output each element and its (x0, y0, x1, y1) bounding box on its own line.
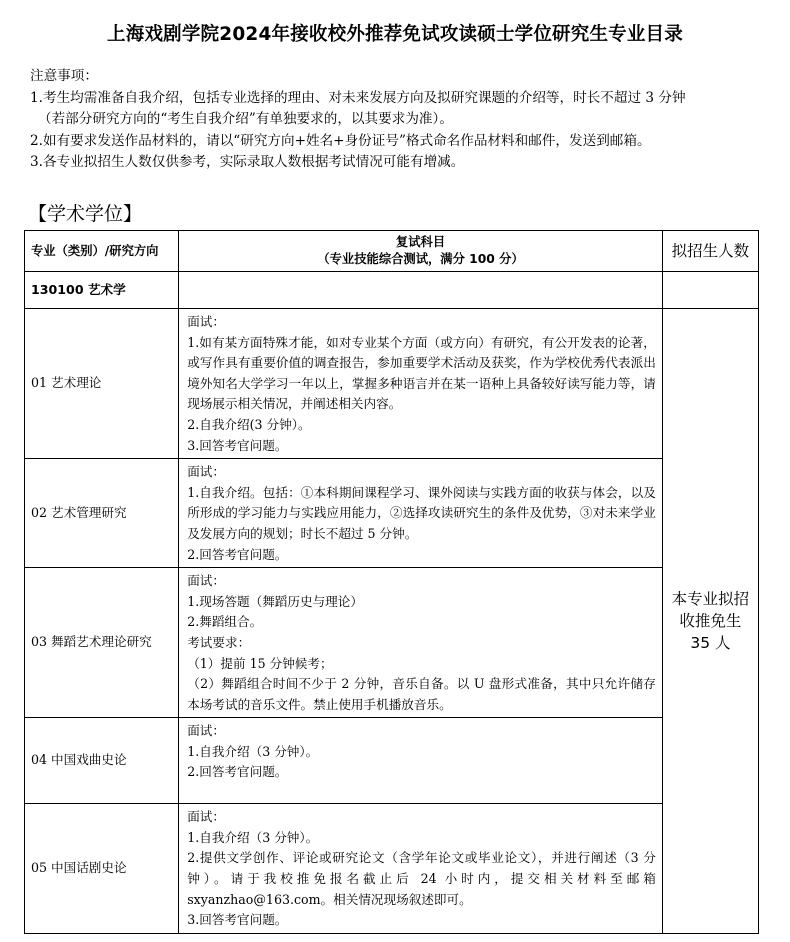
exam-content (179, 804, 663, 934)
header-quota: 拟招生人数 (662, 231, 758, 272)
table-row (25, 804, 759, 934)
quota-line: 本专业拟招 (671, 589, 750, 608)
direction-name: 05 中国话剧史论 (25, 804, 179, 934)
content-line: 2.自我介绍(3 分钟）。 (187, 416, 311, 432)
table-row (25, 718, 759, 804)
content-line: （1）提前 15 分钟候考； (187, 655, 333, 671)
major-row-empty-quota (662, 272, 758, 309)
table-row (25, 568, 759, 718)
quota-cell (662, 309, 758, 934)
table-header-row (25, 231, 759, 272)
program-table (24, 230, 759, 934)
content-line: 1.如有某方面特殊才能，如对专业某个方面（或方向）有研究，有公开发表的论著，或写作具有重要价值的调查报告，参加重要学术活动及获奖，作为学校优秀代表派出境外知名大学学习一年以上，掌握多种语言并在某一语种上具备较好读写能力等，请现场展示相关情况，并阐述相关内容。 (187, 334, 656, 412)
content-line: 2.回答考官问题。 (187, 764, 288, 780)
content-line: 2.舞蹈组合。 (187, 614, 263, 630)
exam-content (179, 568, 663, 718)
major-row-empty-cell (179, 272, 663, 309)
table-row (25, 459, 759, 568)
notes-section (30, 66, 770, 174)
content-line: 1.自我介绍（3 分钟）。 (187, 743, 319, 759)
exam-content (179, 718, 663, 804)
exam-content (179, 309, 663, 459)
note-item-3: 3.各专业拟招生人数仅供参考，实际录取人数根据考试情况可能有增减。 (30, 154, 465, 170)
content-line: 面试： (187, 464, 225, 480)
table-row (25, 309, 759, 459)
content-line: 1.自我介绍。包括：①本科期间课程学习、课外阅读与实践方面的收获与体会，以及所形成的学习能力与实践应用能力，②选择攻读研究生的条件及优势，③对未来学业及发展方向的规划；时长不超过 5 分钟。 (187, 484, 656, 541)
direction-name: 02 艺术管理研究 (25, 459, 179, 568)
major-row (25, 272, 759, 309)
direction-name: 01 艺术理论 (25, 309, 179, 459)
content-line: 面试： (187, 809, 225, 825)
note-item-1: 1.考生均需准备自我介绍，包括专业选择的理由、对未来发展方向及拟研究课题的介绍等，时长不超过 3 分钟 (30, 89, 686, 106)
page-title: 上海戏剧学院2024年接收校外推荐免试攻读硕士学位研究生专业目录 (107, 24, 683, 45)
major-name: 130100 艺术学 (25, 272, 179, 309)
section-title: 【学术学位】 (28, 203, 143, 225)
content-line: 面试： (187, 314, 225, 329)
content-line: 2.回答考官问题。 (187, 546, 288, 562)
header-exam-subject-line2: （专业技能综合测试，满分 100 分） (317, 252, 524, 266)
notes-heading: 注意事项： (30, 68, 98, 84)
content-line: 1.自我介绍（3 分钟）。 (187, 829, 319, 845)
header-major-direction: 专业（类别）/研究方向 (25, 231, 179, 272)
content-line: 3.回答考官问题。 (187, 912, 288, 928)
quota-line: 35 人 (690, 633, 731, 652)
quota-line: 收推免生 (679, 611, 742, 630)
direction-name: 04 中国戏曲史论 (25, 718, 179, 804)
note-item-1-continued: （若部分研究方向的“考生自我介绍”有单独要求的，以其要求为准）。 (38, 111, 453, 127)
note-item-2: 2.如有要求发送作品材料的，请以“研究方向+姓名+身份证号”格式命名作品材料和邮件，发送到邮箱。 (30, 132, 651, 149)
content-line: 考试要求： (187, 634, 251, 650)
exam-content (179, 459, 663, 568)
content-line: （2）舞蹈组合时间不少于 2 分钟，音乐自备。以 U 盘形式准备，其中只允许储存本场考试的音乐文件。禁止使用手机播放音乐。 (187, 676, 656, 712)
content-line: 面试： (187, 573, 225, 589)
content-line: 面试： (187, 723, 225, 739)
content-line: 1.现场答题（舞蹈历史与理论） (187, 593, 363, 609)
direction-name: 03 舞蹈艺术理论研究 (25, 568, 179, 718)
content-line: 3.回答考官问题。 (187, 437, 288, 453)
header-exam-subject (179, 231, 663, 272)
content-line: 2.提供文学创作、评论或研究论文（含学年论文或毕业论文），并进行阐述（3 分钟）。请于我校推免报名截止后 24 小时内，提交相关材料至邮箱 sxyanzhao@163.com。相关情况现场叙述即可。 (187, 850, 656, 907)
header-exam-subject-line1: 复试科目 (395, 235, 446, 249)
